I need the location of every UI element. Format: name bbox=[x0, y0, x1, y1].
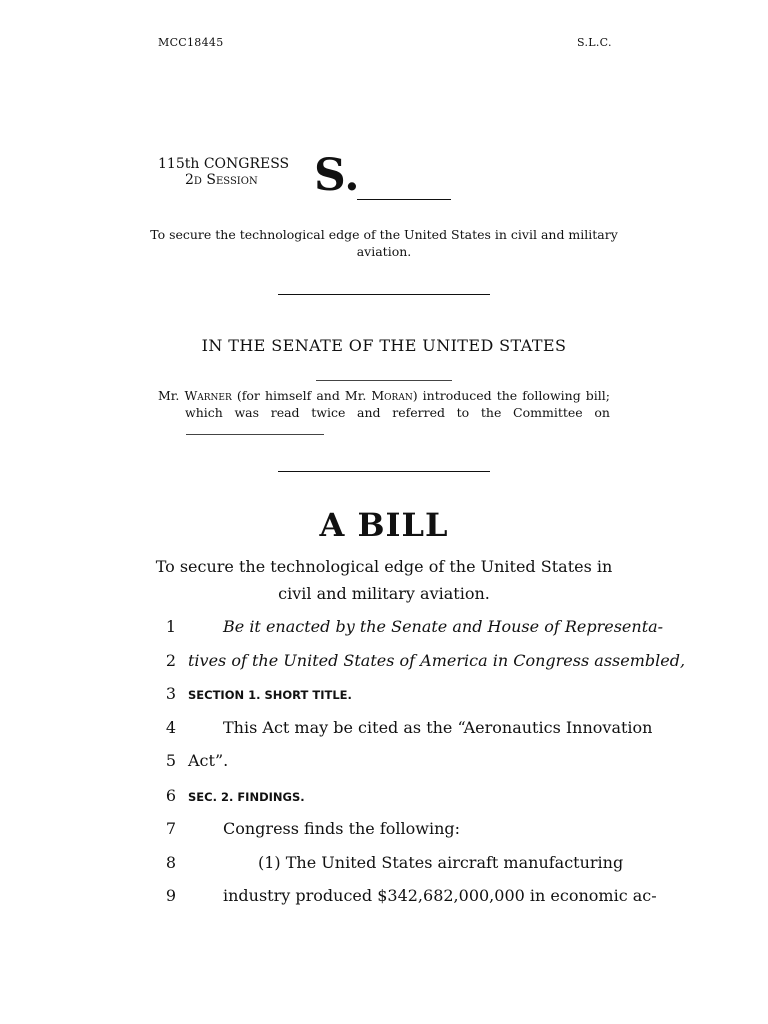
congress-number: 115th CONGRESS bbox=[158, 156, 290, 172]
long-title bbox=[150, 553, 618, 607]
introduction-line-1 bbox=[158, 388, 610, 403]
intro-word: referred bbox=[392, 405, 445, 420]
divider bbox=[278, 471, 490, 472]
intro-word: which bbox=[185, 405, 223, 420]
bill-line bbox=[0, 651, 768, 685]
long-title-line: To secure the technological edge of the United States in bbox=[155, 557, 613, 576]
bill-line bbox=[0, 684, 768, 718]
bill-number-blank bbox=[357, 199, 451, 200]
line-number: 8 bbox=[165, 853, 176, 872]
short-description bbox=[150, 226, 618, 260]
enacting-clause: tives of the United States of America in Congress assembled, bbox=[188, 651, 686, 670]
intro-word: Committee bbox=[513, 405, 583, 420]
line-number: 4 bbox=[165, 718, 176, 737]
intro-word: to bbox=[456, 405, 470, 420]
section-heading: SEC. 2. FINDINGS. bbox=[188, 790, 305, 804]
bill-line bbox=[0, 751, 768, 785]
intro-word: and bbox=[357, 405, 381, 420]
body-text: (1) The United States aircraft manufacturing bbox=[258, 853, 624, 872]
intro-word: the bbox=[480, 405, 502, 420]
session: 2d Session bbox=[185, 172, 258, 188]
line-number: 1 bbox=[165, 617, 176, 636]
section-heading: SECTION 1. SHORT TITLE. bbox=[188, 688, 352, 702]
line-number: 5 bbox=[165, 751, 176, 770]
chamber-heading: IN THE SENATE OF THE UNITED STATES bbox=[201, 336, 567, 355]
intro-word: the bbox=[496, 388, 518, 403]
introduction-line-2 bbox=[185, 405, 610, 420]
bill-line bbox=[0, 786, 768, 820]
intro-word: bill; bbox=[585, 388, 610, 403]
line-number: 6 bbox=[165, 786, 176, 805]
intro-word: Mr. bbox=[344, 388, 367, 403]
intro-word: following bbox=[522, 388, 581, 403]
document-code: MCC18445 bbox=[158, 36, 224, 49]
divider bbox=[278, 294, 490, 295]
sponsor-name: Warner bbox=[184, 388, 232, 403]
line-number: 9 bbox=[165, 886, 176, 905]
intro-word: himself bbox=[264, 388, 312, 403]
bill-line bbox=[0, 819, 768, 853]
body-text: This Act may be cited as the “Aeronautics Innovation bbox=[223, 718, 653, 737]
intro-word: was bbox=[234, 405, 260, 420]
intro-word: introduced bbox=[422, 388, 492, 403]
bill-line bbox=[0, 718, 768, 752]
intro-word: Mr. bbox=[158, 388, 180, 403]
body-text: Congress finds the following: bbox=[223, 819, 461, 838]
long-title-line: civil and military aviation. bbox=[278, 584, 490, 603]
body-text: industry produced $342,682,000,000 in economic ac- bbox=[223, 886, 657, 905]
committee-blank bbox=[186, 434, 324, 435]
bill-title: A BILL bbox=[319, 506, 449, 544]
line-number: 7 bbox=[165, 819, 176, 838]
enacting-clause: Be it enacted by the Senate and House of Representa- bbox=[223, 617, 664, 636]
line-number: 2 bbox=[165, 651, 176, 670]
body-text: Act”. bbox=[188, 751, 229, 770]
slc-marker: S.L.C. bbox=[577, 36, 612, 49]
intro-word: read bbox=[270, 405, 300, 420]
short-description-line: To secure the technological edge of the United States in civil and military bbox=[150, 227, 618, 242]
bill-prefix: S. bbox=[314, 150, 360, 201]
cosponsor-name: Moran) bbox=[371, 388, 418, 403]
intro-word: and bbox=[316, 388, 340, 403]
intro-word: on bbox=[594, 405, 610, 420]
bill-line bbox=[0, 886, 768, 920]
line-number: 3 bbox=[165, 684, 176, 703]
intro-word: (for bbox=[236, 388, 260, 403]
bill-line bbox=[0, 617, 768, 651]
divider-small bbox=[316, 380, 452, 381]
short-description-line: aviation. bbox=[356, 244, 412, 259]
bill-line bbox=[0, 853, 768, 887]
intro-word: twice bbox=[311, 405, 346, 420]
